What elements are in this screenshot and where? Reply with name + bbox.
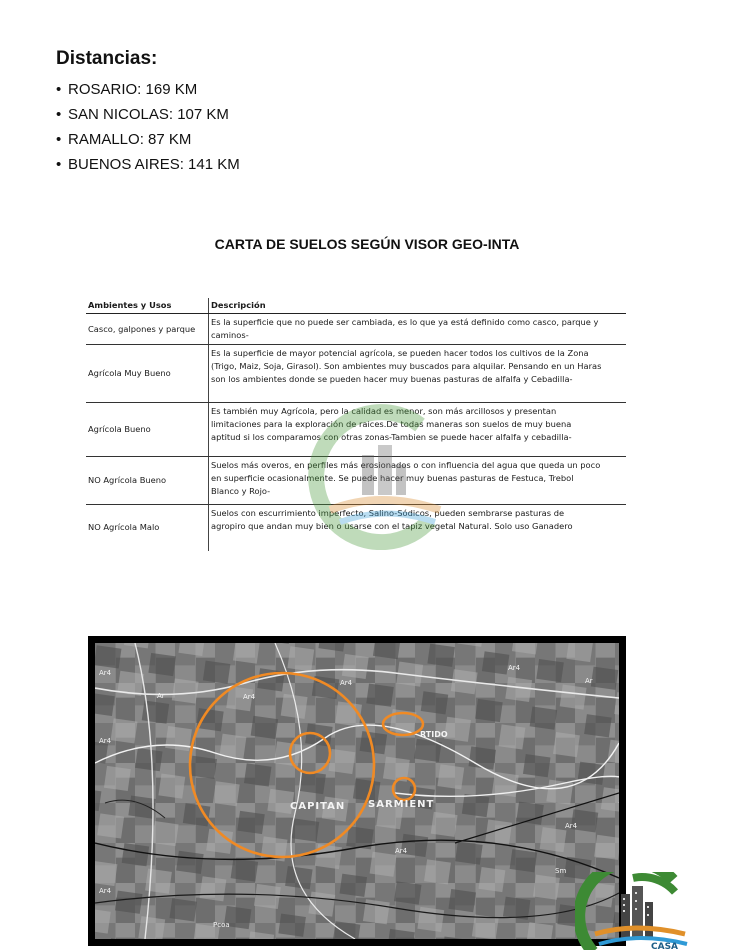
table-header-row (86, 298, 626, 314)
descripcion-cell: Es la superficie que no puede ser cambiada, es lo que ya está definido como casco, parque y caminos- (209, 314, 627, 345)
distances-list (56, 80, 240, 180)
table-row (86, 345, 626, 403)
map-label: Sm (555, 867, 567, 875)
distance-item: • RAMALLO: 87 KM (56, 131, 192, 148)
distance-item: • ROSARIO: 169 KM (56, 81, 198, 98)
ambiente-cell: NO Agrícola Bueno (86, 457, 209, 505)
table-row (86, 314, 626, 345)
logo-text: CASA (651, 942, 679, 950)
map-label: Ar4 (565, 822, 578, 830)
map-label-sarmiento: SARMIENT (368, 799, 435, 810)
map-label-ortiz: RTIDO (420, 730, 448, 739)
ambiente-cell: Casco, galpones y parque (86, 314, 209, 345)
map-label: Ar4 (395, 847, 408, 855)
table-row (86, 457, 626, 505)
map-label: Pcoa (213, 921, 230, 929)
map-label-capitan: CAPITAN (290, 801, 346, 812)
table-row (86, 505, 626, 551)
map-label: Ar4 (340, 679, 353, 687)
map-label: Ar4 (99, 669, 112, 677)
soil-map-title: CARTA DE SUELOS SEGÚN VISOR GEO-INTA (214, 236, 520, 252)
map-label: Ar4 (99, 887, 112, 895)
descripcion-cell: Es también muy Agrícola, pero la calidad es menor, son más arcillosos y presentan limitaciones para la exploración de raices.De todas maneras son suelos de muy buena aptitud si los comparamos con otras zonas-Tambien se puede hacer alfalfa y cebadilla- (209, 403, 627, 457)
ambiente-cell: Agrícola Bueno (86, 403, 209, 457)
distances-title: Distancias: (56, 48, 158, 69)
header-ambientes: Ambientes y Usos (86, 298, 209, 314)
map-label: Ar4 (243, 693, 256, 701)
map-label: Ar4 (99, 737, 112, 745)
descripcion-cell: Es la superficie de mayor potencial agrícola, se pueden hacer todos los cultivos de la Zona (Trigo, Maiz, Soja, Girasol). Son ambientes muy buscados para alquilar. Pensando en un Haras son los ambientes donde se pueden hacer muy buenas pasturas de alfalfa y Cebadilla- (209, 345, 627, 403)
ambiente-cell: NO Agrícola Malo (86, 505, 209, 551)
map-label: Ar (585, 677, 593, 685)
distance-item: • SAN NICOLAS: 107 KM (56, 106, 229, 123)
distance-item: • BUENOS AIRES: 141 KM (56, 156, 240, 173)
descripcion-cell: Suelos con escurrimiento imperfecto, Salino-Sódicos, pueden sembrarse pasturas de agropiro que andan muy bien o usarse con el tapiz vegetal Natural. Solo uso Ganadero (211, 508, 573, 531)
soil-table (86, 298, 626, 551)
descripcion-cell: Suelos más overos, en perfiles más erosionados o con influencia del agua que queda un poco en superficie ocasionalmente. Se puede hacer muy buenas pasturas de Festuca, Trebol Blanco y Rojo- (209, 457, 627, 505)
map-label: Ar4 (508, 664, 521, 672)
company-logo-icon (575, 872, 695, 950)
aerial-map (95, 643, 619, 939)
map-label: Ar (157, 692, 165, 700)
ambiente-cell: Agrícola Muy Bueno (86, 345, 209, 403)
header-descripcion: Descripción (209, 298, 627, 314)
soil-map-image (88, 636, 626, 946)
table-row (86, 403, 626, 457)
